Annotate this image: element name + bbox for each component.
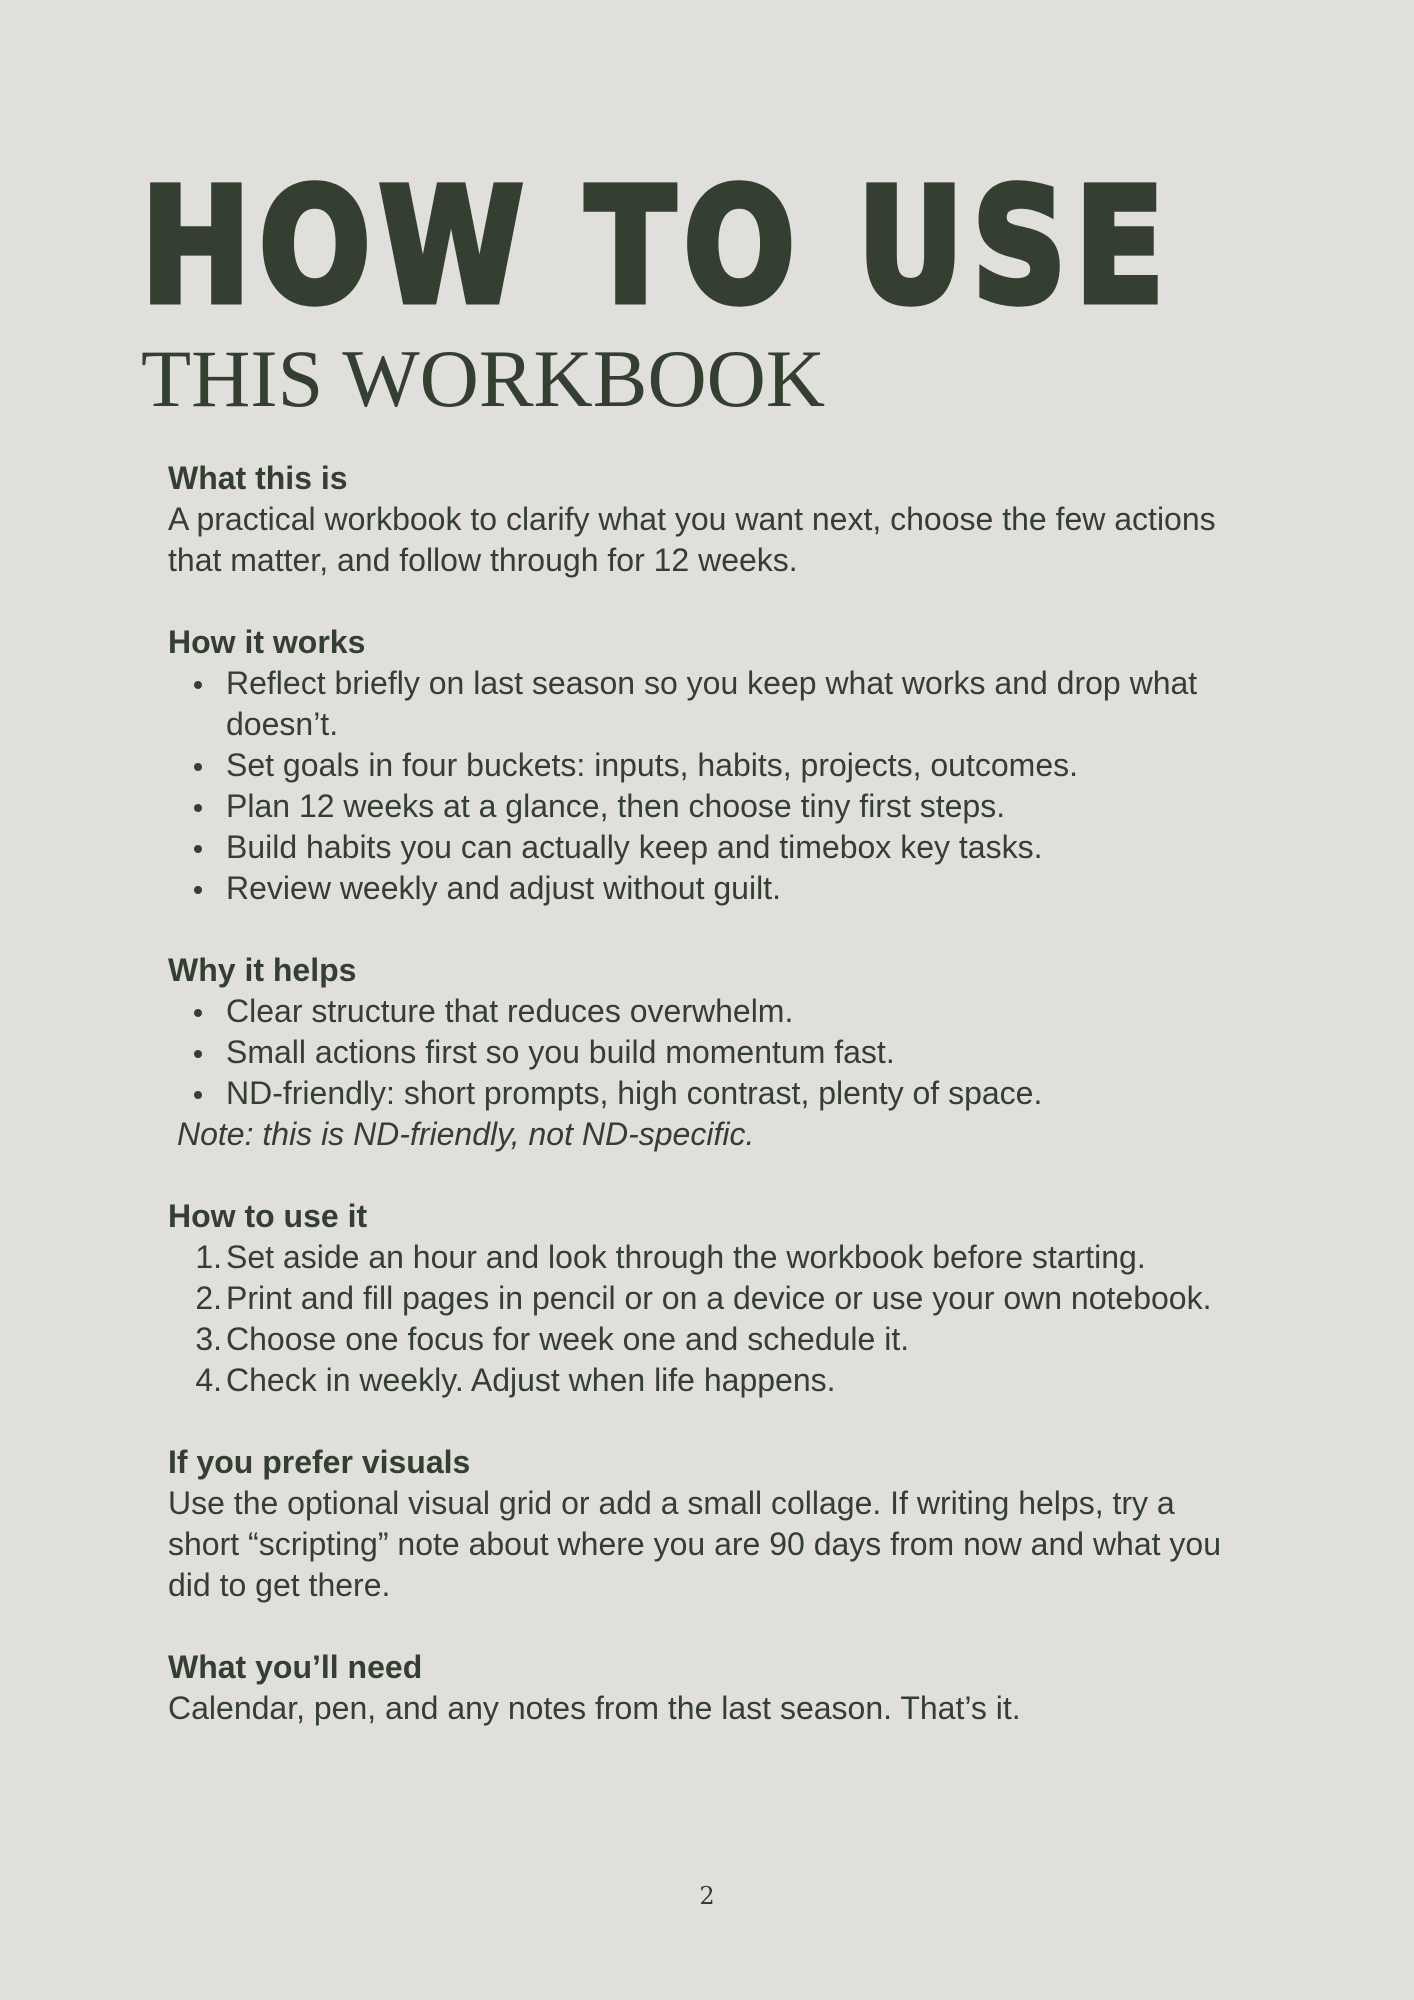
bullet-icon: [194, 845, 202, 853]
section-heading: What this is: [168, 460, 348, 496]
section-body: Calendar, pen, and any notes from the last season. That’s it.: [168, 1690, 1021, 1726]
bullet-list: [168, 991, 1228, 1114]
section-what-youll-need: [168, 1647, 1228, 1729]
list-item-text: Choose one focus for week one and schedule it.: [226, 1321, 910, 1357]
section-heading: How it works: [168, 624, 366, 660]
list-item-text: ND-friendly: short prompts, high contrast, plenty of space.: [226, 1075, 1043, 1111]
section-heading: If you prefer visuals: [168, 1444, 471, 1480]
list-item: [168, 1237, 1228, 1278]
list-item: [168, 745, 1228, 786]
step-number: 2.: [195, 1280, 222, 1316]
section-heading: What you’ll need: [168, 1649, 423, 1685]
bullet-icon: [194, 886, 202, 894]
section-how-to-use-it: [168, 1196, 1228, 1401]
list-item-text: Set aside an hour and look through the workbook before starting.: [226, 1239, 1146, 1275]
bullet-icon: [194, 763, 202, 771]
bullet-icon: [194, 681, 202, 689]
list-item: [168, 1278, 1228, 1319]
list-item-text: Clear structure that reduces overwhelm.: [226, 993, 794, 1029]
list-item: [168, 1032, 1228, 1073]
bullet-icon: [194, 1009, 202, 1017]
list-item: [168, 1319, 1228, 1360]
italic-note: Note: this is ND-friendly, not ND-specific.: [177, 1116, 755, 1152]
numbered-list: [168, 1237, 1228, 1401]
page-content: [168, 458, 1228, 1770]
bullet-icon: [194, 804, 202, 812]
bullet-list: [168, 663, 1228, 909]
section-heading: How to use it: [168, 1198, 368, 1234]
list-item: [168, 1360, 1228, 1401]
list-item: [168, 991, 1228, 1032]
list-item: [168, 827, 1228, 868]
section-heading: Why it helps: [168, 952, 357, 988]
page-number: 2: [699, 1882, 715, 1910]
list-item-text: Check in weekly. Adjust when life happens.: [226, 1362, 836, 1398]
page-subtitle: THIS WORKBOOK: [141, 333, 826, 424]
list-item-text: Reflect briefly on last season so you keep what works and drop what doesn’t.: [226, 665, 1198, 742]
step-number: 4.: [195, 1362, 222, 1398]
list-item: [168, 868, 1228, 909]
section-what-this-is: [168, 458, 1228, 581]
page-title: HOW TO USE: [141, 155, 1173, 339]
section-how-it-works: [168, 622, 1228, 909]
step-number: 3.: [195, 1321, 222, 1357]
list-item: [168, 786, 1228, 827]
step-number: 1.: [195, 1239, 222, 1275]
section-why-it-helps: [168, 950, 1228, 1155]
list-item: [168, 1073, 1228, 1114]
list-item-text: Plan 12 weeks at a glance, then choose tiny first steps.: [226, 788, 1006, 824]
list-item-text: Print and fill pages in pencil or on a device or use your own notebook.: [226, 1280, 1212, 1316]
bullet-icon: [194, 1050, 202, 1058]
section-body: A practical workbook to clarify what you want next, choose the few actions that matter, and follow through for 12 weeks.: [168, 501, 1216, 578]
list-item-text: Review weekly and adjust without guilt.: [226, 870, 781, 906]
list-item-text: Set goals in four buckets: inputs, habits, projects, outcomes.: [226, 747, 1078, 783]
list-item-text: Build habits you can actually keep and timebox key tasks.: [226, 829, 1043, 865]
list-item: [168, 663, 1228, 745]
section-body: Use the optional visual grid or add a small collage. If writing helps, try a short “scripting” note about where you are 90 days from now and what you did to get there.: [168, 1485, 1222, 1603]
list-item-text: Small actions first so you build momentum fast.: [226, 1034, 895, 1070]
section-if-you-prefer-visuals: [168, 1442, 1228, 1606]
bullet-icon: [194, 1091, 202, 1099]
